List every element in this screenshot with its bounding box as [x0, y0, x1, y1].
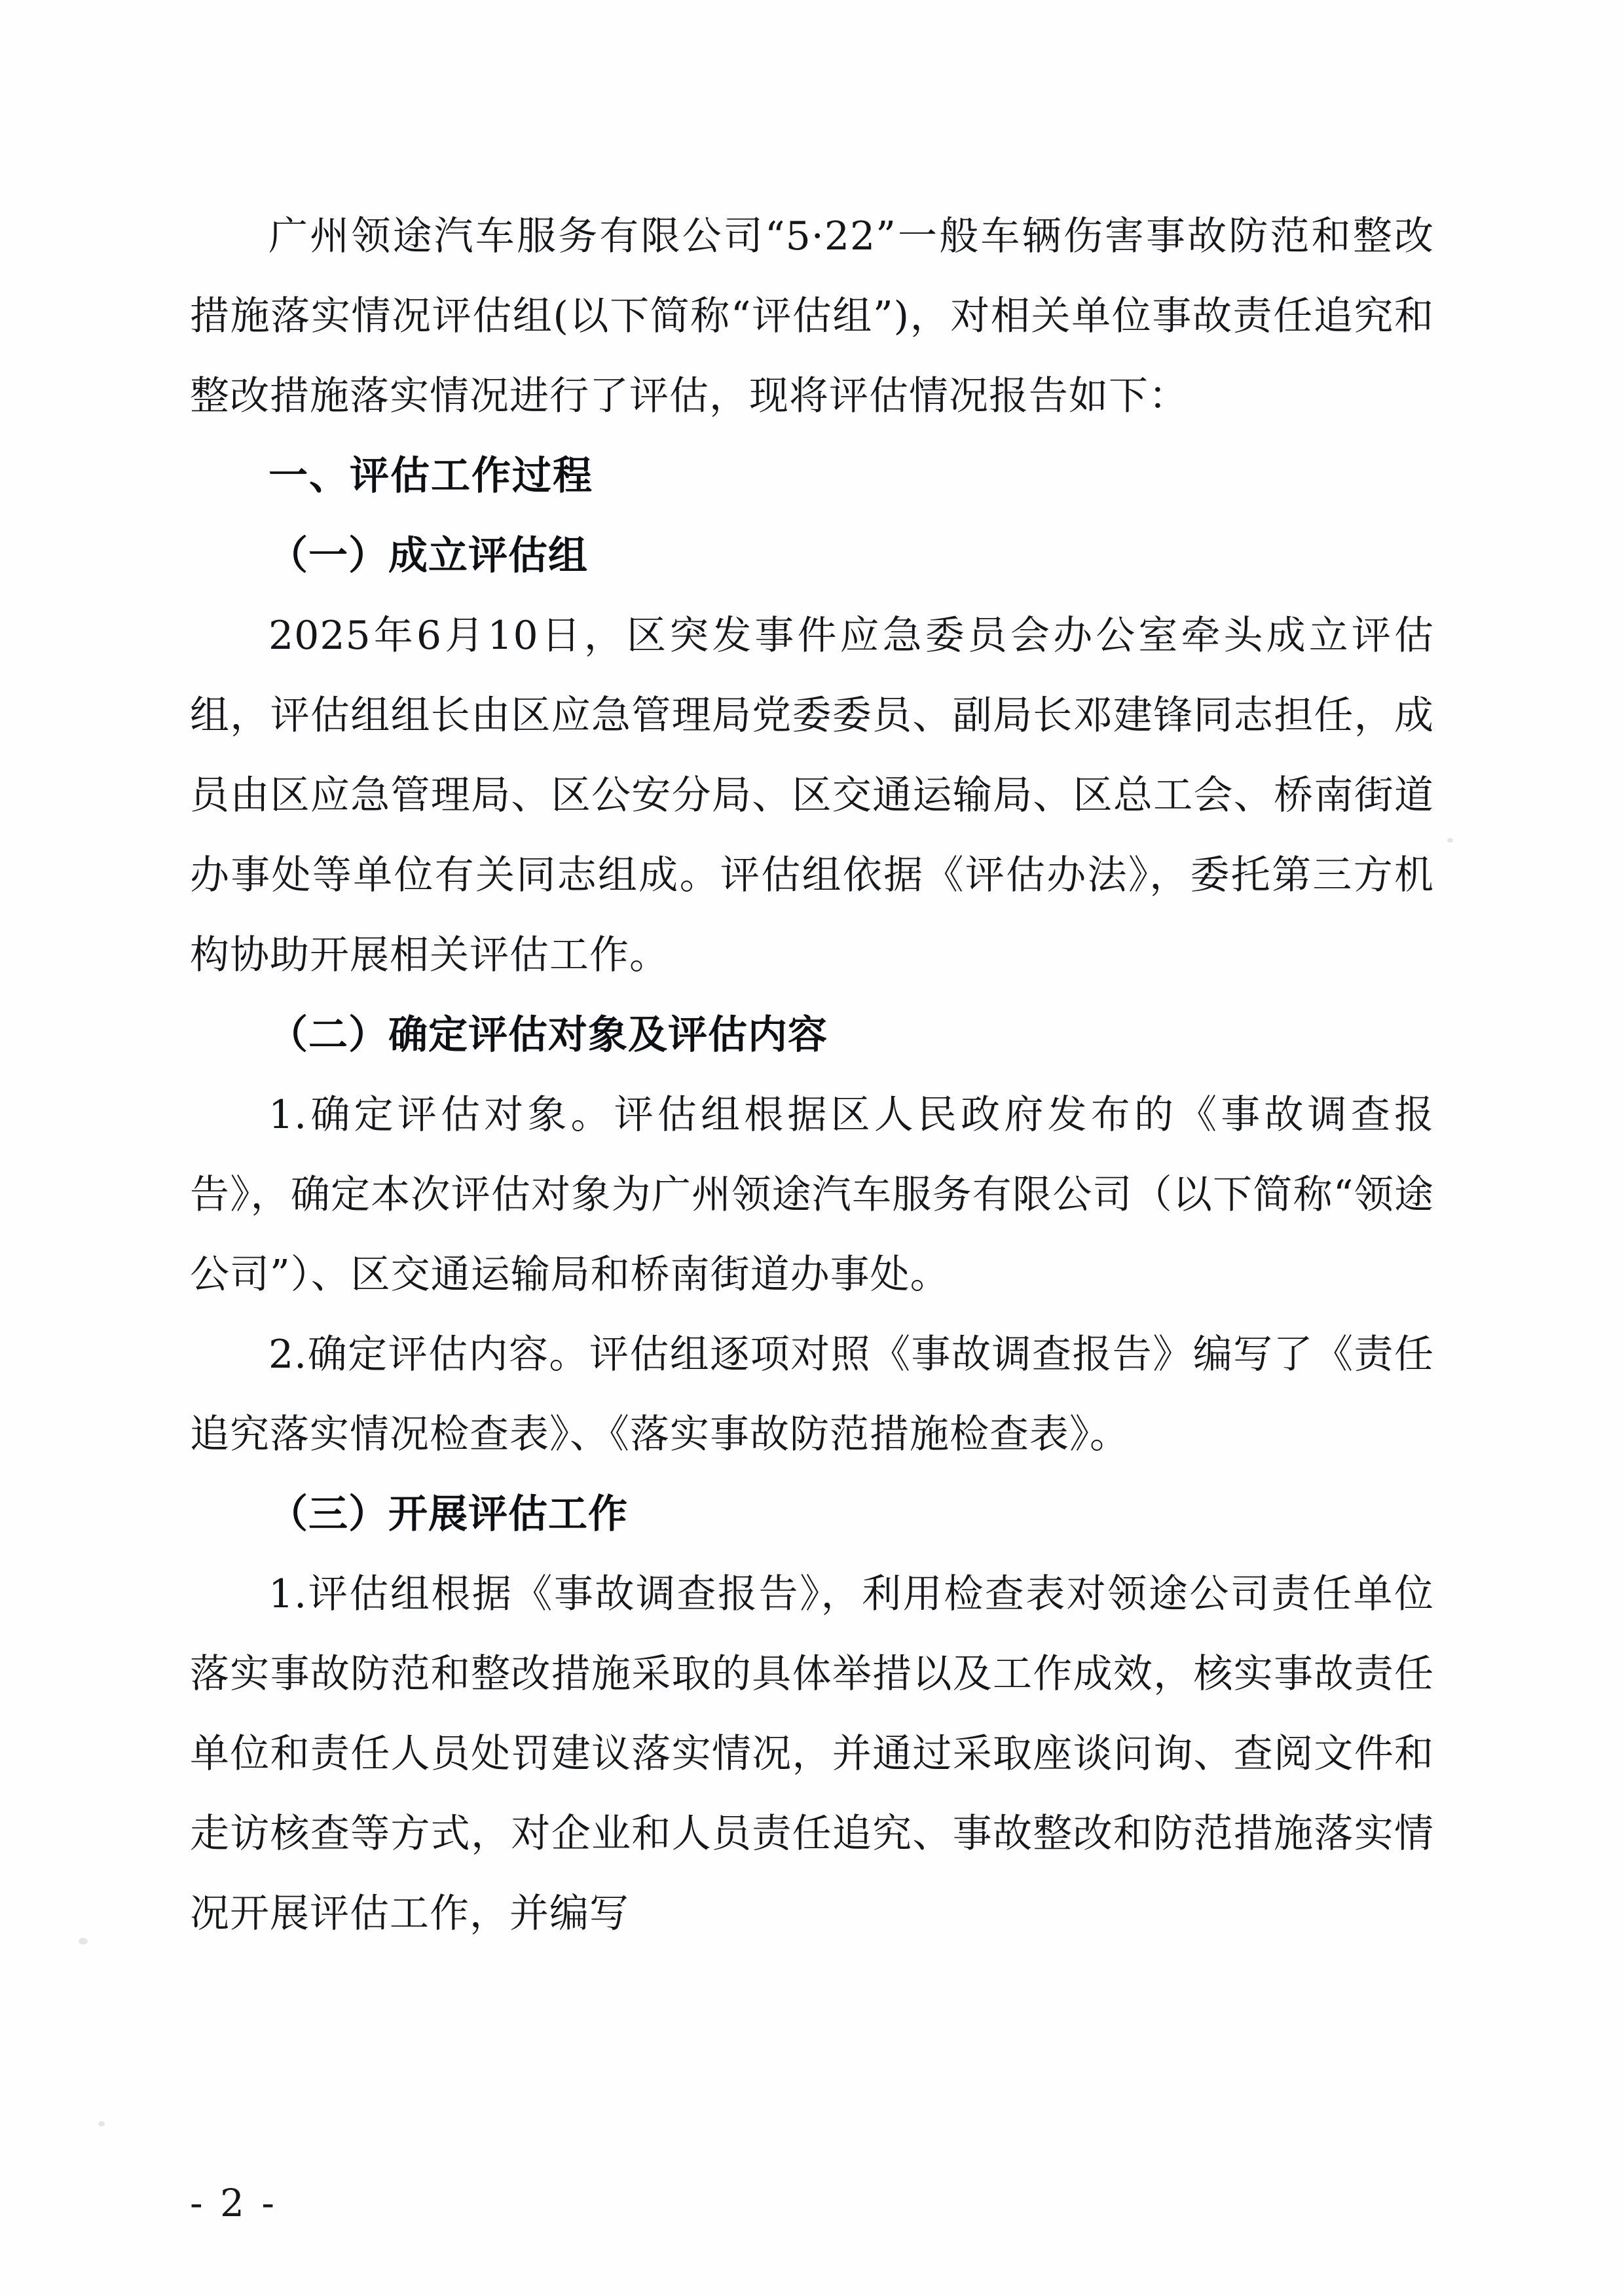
paper-speck	[79, 1938, 88, 1944]
paragraph-target-determination: 1.确定评估对象。评估组根据区人民政府发布的《事故调查报告》，确定本次评估对象为广州领途汽车服务有限公司（以下简称“领途公司”）、区交通运输局和桥南街道办事处。	[190, 1092, 1434, 1298]
document-body	[190, 196, 1434, 1954]
paragraph-content-determination: 2.确定评估内容。评估组逐项对照《事故调查报告》编写了《责任追究落实情况检查表》、《落实事故防范措施检查表》。	[190, 1332, 1434, 1457]
subsection-heading-1-1: （一）成立评估组	[268, 533, 588, 579]
page-number: - 2 -	[190, 2181, 277, 2225]
paragraph-evaluation-work: 1.评估组根据《事故调查报告》，利用检查表对领途公司责任单位落实事故防范和整改措施采取的具体举措以及工作成效，核实事故责任单位和责任人员处罚建议落实情况，并通过采取座谈问询、查阅文件和走访核查等方式，对企业和人员责任追究、事故整改和防范措施落实情况开展评估工作，并编写	[190, 1571, 1434, 1937]
section-heading-1: 一、评估工作过程	[268, 453, 593, 499]
subsection-heading-1-2: （二）确定评估对象及评估内容	[268, 1012, 828, 1058]
subsection-heading-1-3: （三）开展评估工作	[268, 1491, 628, 1537]
paper-speck	[98, 2121, 105, 2126]
paragraph-group-formation: 2025年6月10日，区突发事件应急委员会办公室牵头成立评估组，评估组组长由区应急管理局党委委员、副局长邓建锋同志担任，成员由区应急管理局、区公安分局、区交通运输局、区总工会、桥南街道办事处等单位有关同志组成。评估组依据《评估办法》，委托第三方机构协助开展相关评估工作。	[190, 613, 1434, 978]
paper-speck	[1447, 838, 1453, 843]
paragraph-intro: 广州领途汽车服务有限公司“5·22”一般车辆伤害事故防范和整改措施落实情况评估组(以下简称“评估组”)，对相关单位事故责任追究和整改措施落实情况进行了评估，现将评估情况报告如下：	[190, 213, 1434, 419]
